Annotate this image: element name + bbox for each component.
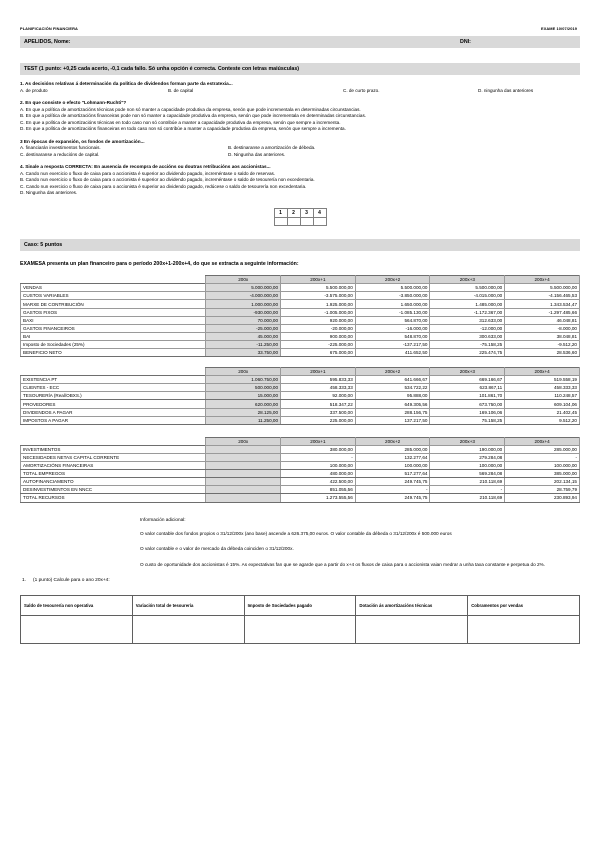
row-value: 534.722,22: [355, 384, 430, 392]
row-value: 11.250,00: [206, 416, 281, 424]
question-2-answer-c: C. En que a política de amortizacións técnicas en todo caso non só contribúe a manter a capacidade produtiva da empresa, senón que sempre a incrementa.: [20, 119, 341, 125]
row-value: 518.347,22: [281, 400, 356, 408]
header-subject: PLANIFICACIÓN FINANCIERA: [20, 26, 78, 31]
row-value: -3.850.000,00: [355, 292, 430, 300]
question-4: [20, 164, 580, 197]
question-3-answer-a: A. financiarán investimentos funcionais.: [20, 145, 101, 151]
row-value: [206, 486, 281, 494]
dni-label: DNI:: [460, 39, 471, 45]
question-1-answer-c: C. de curto prazo.: [343, 87, 380, 93]
row-value: 569.284,08: [430, 470, 505, 478]
row-label: AUTOFINANCIAMENTO: [21, 478, 206, 486]
row-value: 28.759,79: [505, 486, 580, 494]
row-value: 1.925.000,00: [281, 300, 356, 308]
column-header-200xplus1: 200x+1: [281, 368, 356, 376]
row-label: EXISTENCIA PT: [21, 376, 206, 384]
row-value: [206, 445, 281, 453]
row-value: 46.048,81: [505, 316, 580, 324]
question-3-answer-d: D. Ningunha das anteriores.: [228, 151, 286, 157]
row-value: -12.000,00: [430, 324, 505, 332]
table-row: [21, 486, 580, 494]
row-value: 225.000,00: [281, 416, 356, 424]
row-value: 623.867,11: [430, 384, 505, 392]
row-value: -4.015.000,00: [430, 292, 505, 300]
answer-grid-header-row: [274, 208, 326, 217]
row-value: 458.333,33: [281, 384, 356, 392]
info-adicional: [20, 517, 580, 569]
row-label: CUSTOS VARIABLES: [21, 292, 206, 300]
row-label: TOTAL RECURSOS: [21, 494, 206, 502]
row-value: 190.000,00: [430, 445, 505, 453]
row-label: INVESTIMENTOS: [21, 445, 206, 453]
row-value: 285.000,00: [505, 445, 580, 453]
row-value: 5.500.000,00: [281, 284, 356, 292]
row-value: 411.652,50: [355, 349, 430, 357]
row-value: 21.402,45: [505, 408, 580, 416]
answer-grid-num-2: 2: [287, 208, 300, 217]
document-header: [20, 0, 580, 31]
column-header-200xplus3: 200x+3: [430, 437, 505, 445]
row-value: 337.500,00: [281, 408, 356, 416]
question-1-answer-d: D. ningunha das anteriores: [478, 87, 534, 93]
answer-cell-3[interactable]: [300, 217, 313, 226]
question-1-answer-a: A. de produto: [20, 87, 48, 93]
table-row: [21, 392, 580, 400]
row-value: -16.000,00: [355, 324, 430, 332]
row-value: -4.000.000,00: [206, 292, 281, 300]
row-value: -930.000,00: [206, 308, 281, 316]
row-value: 900.000,00: [281, 332, 356, 340]
final-question-number: 1.: [22, 577, 27, 583]
row-value: 620.000,00: [206, 400, 281, 408]
row-value: 210.118,69: [430, 478, 505, 486]
row-value: 75.158,25: [430, 416, 505, 424]
row-value: -1.172.367,00: [430, 308, 505, 316]
income-statement-table: [20, 275, 580, 357]
question-3-title: 3 En épocas de expansión, os fondos de amortización...: [20, 138, 145, 144]
column-header-200xplus4: 200x+4: [505, 368, 580, 376]
column-header-200xplus3: 200x+3: [430, 368, 505, 376]
column-header-200x: 200x: [206, 437, 281, 445]
row-value: -1.005.000,00: [281, 308, 356, 316]
row-value: 517.277,64: [355, 470, 430, 478]
table-row: [21, 376, 580, 384]
row-label: DESINVESTIMENTOS EN NNCC: [21, 486, 206, 494]
row-value: -4.156.465,53: [505, 292, 580, 300]
column-header-200x: 200x: [206, 276, 281, 284]
answer-cell-2[interactable]: [287, 217, 300, 226]
row-value: 649.305,56: [355, 400, 430, 408]
row-value: 548.870,00: [355, 332, 430, 340]
column-header-200xplus4: 200x+4: [505, 276, 580, 284]
row-value: 380.000,00: [281, 445, 356, 453]
row-value: 169.106,06: [430, 408, 505, 416]
row-value: 100.000,00: [355, 462, 430, 470]
row-value: 1.273.555,56: [281, 494, 356, 502]
row-value: 210.118,69: [430, 494, 505, 502]
answer-cell-4[interactable]: [313, 217, 326, 226]
header-spacer: [21, 276, 206, 284]
question-2-answer-b: B. En que a política de amortizacións financeiras pode non só manter a capacidade produtiva da empresa, senón que pode incrementala en determinadas circunstancias.: [20, 113, 367, 119]
question-3: [20, 139, 580, 159]
answer-grid-wrapper: [20, 208, 580, 227]
row-value: 95.888,00: [355, 392, 430, 400]
table-row: [21, 416, 580, 424]
final-question: [20, 578, 580, 583]
answer-grid: [274, 208, 327, 227]
row-value: -3.575.000,00: [281, 292, 356, 300]
row-value: 1.060.750,00: [206, 376, 281, 384]
row-value: 595.833,33: [281, 376, 356, 384]
table-row: [21, 284, 580, 292]
table-row: [21, 494, 580, 502]
test-band: [20, 63, 580, 75]
question-4-answer-c: C. Cando nun exercicio o fluxo de caixa para o accionista é superior ao dividendo pagado, redúcese o saldo de tesourería non excedentaria.: [20, 183, 307, 189]
caso-band-label: Caso: 5 puntos: [24, 242, 63, 249]
row-value: 110.248,57: [505, 392, 580, 400]
row-label: TESOURERÍA (Real/OBXS.): [21, 392, 206, 400]
column-header-200x: 200x: [206, 368, 281, 376]
row-value: 249.745,75: [355, 494, 430, 502]
row-value: -1.297.485,66: [505, 308, 580, 316]
row-value: 100.000,00: [505, 462, 580, 470]
row-value: -: [430, 486, 505, 494]
question-2-answer-d: D. En que a política de amortizacións financeiras en todo caso non só contribúe a manter a capacidade produtiva da empresa, senón que sempre a incrementa.: [20, 126, 346, 132]
final-question-text: (1 punto) Calcule para o ano 20x+4:: [33, 577, 110, 583]
row-value: [206, 453, 281, 461]
answer-cell-1[interactable]: [274, 217, 287, 226]
row-value: [206, 470, 281, 478]
table-row: [21, 332, 580, 340]
table-header-row: [21, 276, 580, 284]
row-label: Imposto de Sociedades (25%): [21, 340, 206, 348]
question-2-title: 2. En que consiste o efecto "Lohmann-Ruchti"?: [20, 100, 127, 106]
caso-band: [20, 239, 580, 251]
answer-grid-input-row[interactable]: [274, 217, 326, 226]
question-4-answer-a: A. Cando nun exercicio o fluxo de caixa para o accionista é superior ao dividendo pagado, increméntase o saldo de reservas.: [20, 170, 276, 176]
row-value: -9.512,20: [505, 340, 580, 348]
question-4-answers: [20, 171, 580, 197]
header-exam-date: EXAME 10/07/2019: [541, 26, 577, 31]
row-label: BENEFICIO NETO: [21, 349, 206, 357]
table-row: [21, 453, 580, 461]
row-value: -1.085.130,00: [355, 308, 430, 316]
row-value: 100.000,00: [430, 462, 505, 470]
working-capital-table: [20, 367, 580, 425]
row-value: 249.745,75: [355, 478, 430, 486]
row-label: DIVIDENDOS A PAGAR: [21, 408, 206, 416]
row-value: 564.870,00: [355, 316, 430, 324]
row-value: 15.000,00: [206, 392, 281, 400]
row-label: TOTAL EMPREGOS: [21, 470, 206, 478]
row-value: -75.158,25: [430, 340, 505, 348]
final-answer-cell[interactable]: [356, 615, 468, 643]
row-value: 92.000,00: [281, 392, 356, 400]
row-value: 5.000.000,00: [206, 284, 281, 292]
row-value: 38.048,81: [505, 332, 580, 340]
answer-grid-num-3: 3: [300, 208, 313, 217]
table-row: [21, 384, 580, 392]
row-value: [206, 462, 281, 470]
row-value: 288.156,75: [355, 408, 430, 416]
row-label: MARXE DE CONTRIBUCIÓN: [21, 300, 206, 308]
row-label: IMPOSTOS A PAGAR: [21, 416, 206, 424]
final-column-header: Saldo de tesourería non operativa: [21, 595, 133, 615]
column-header-200xplus4: 200x+4: [505, 437, 580, 445]
table-row: [21, 462, 580, 470]
row-value: 519.558,19: [505, 376, 580, 384]
header-spacer: [21, 368, 206, 376]
row-label: NECESIDADES NETAS CAPITAL CORRENTE: [21, 453, 206, 461]
question-1-title: 1. As decisións relativas á determinación da política de dividendos forman parte da estratexia...: [20, 81, 233, 86]
row-label: BAXI: [21, 316, 206, 324]
row-value: 312.633,00: [430, 316, 505, 324]
info-paragraph-2: O valor contable e o valor de mercado da débeda coinciden o 31/12/200x.: [140, 546, 294, 552]
column-header-200xplus2: 200x+2: [355, 368, 430, 376]
row-value: 669.166,67: [430, 376, 505, 384]
row-value: -20.000,00: [281, 324, 356, 332]
row-value: 5.500.000,00: [505, 284, 580, 292]
row-value: 100.000,00: [281, 462, 356, 470]
row-value: -: [281, 453, 356, 461]
row-value: 609.104,06: [505, 400, 580, 408]
row-value: -225.000,00: [281, 340, 356, 348]
final-answer-header-row: [21, 595, 580, 615]
final-column-header: Cobramentos por vendas: [468, 595, 580, 615]
row-value: 137.217,50: [355, 416, 430, 424]
row-value: 641.666,67: [355, 376, 430, 384]
question-3-answer-c: C. destinaranse a reducións de capital.: [20, 151, 100, 157]
table-row: [21, 470, 580, 478]
table-row: [21, 408, 580, 416]
table-row: [21, 292, 580, 300]
question-4-answer-b: B. Cando nun exercicio o fluxo de caixa para o accionista é superior ao dividendo pagado, increméntase o saldo de tesourería non excedentaria.: [20, 177, 315, 183]
row-value: -8.000,00: [505, 324, 580, 332]
row-value: 675.000,00: [281, 349, 356, 357]
row-label: PROVEDORES: [21, 400, 206, 408]
column-header-200xplus1: 200x+1: [281, 276, 356, 284]
final-column-header: Imposto de Sociedades pagado: [244, 595, 356, 615]
funds-flow-table: [20, 437, 580, 503]
question-2-answers: [20, 107, 580, 133]
row-value: 132.277,64: [355, 453, 430, 461]
table-row: [21, 316, 580, 324]
row-label: GASTOS FINANCEIROS: [21, 324, 206, 332]
header-spacer: [21, 437, 206, 445]
table-row: [21, 340, 580, 348]
row-value: -11.250,00: [206, 340, 281, 348]
row-value: 1.000.000,00: [206, 300, 281, 308]
question-1-answers: [20, 88, 580, 95]
row-value: -137.217,50: [355, 340, 430, 348]
table-header-row: [21, 368, 580, 376]
final-answer-cell[interactable]: [468, 615, 580, 643]
row-value: -: [505, 453, 580, 461]
question-1: [20, 81, 580, 94]
question-2-answer-a: A. En que a política de amortizacións técnicas pode non só manter a capacidade produtiva da empresa, senón que pode incrementala en determinadas circunstancias.: [20, 106, 361, 112]
column-header-200xplus3: 200x+3: [430, 276, 505, 284]
final-column-header: Variación total de tesourería: [132, 595, 244, 615]
row-label: AMORTIZACIÓNS FINANCEIRAS: [21, 462, 206, 470]
row-value: 500.000,00: [206, 384, 281, 392]
info-paragraph-3: O custo de oportunidade dos accionistas é 15%. As expectativas fan que se agarde que a partir do x+4 os fluxos de caixa para o accionista vaian medrar a unha taxa constante e perpetua do 2%.: [140, 562, 546, 568]
row-value: 279.284,08: [430, 453, 505, 461]
row-value: 5.500.000,00: [355, 284, 430, 292]
test-band-label: TEST (1 punto: +0,25 cada acerto, -0,1 cada fallo. Só unha opción é correcta. Conteste con letras maiúsculas): [24, 66, 300, 72]
final-answer-table: [20, 595, 580, 644]
row-value: 45.000,00: [206, 332, 281, 340]
table-row: [21, 478, 580, 486]
row-value: 1.650.000,00: [355, 300, 430, 308]
row-value: 385.000,00: [505, 470, 580, 478]
question-2: [20, 100, 580, 133]
name-band: [20, 36, 580, 48]
final-answer-cell[interactable]: [132, 615, 244, 643]
table-row: [21, 324, 580, 332]
row-value: 5.500.000,00: [430, 284, 505, 292]
question-1-answer-b: B. de capital: [168, 87, 194, 93]
column-header-200xplus1: 200x+1: [281, 437, 356, 445]
row-value: [206, 494, 281, 502]
row-value: 1.343.534,47: [505, 300, 580, 308]
question-4-answer-d: D. Ningunha das anteriores.: [20, 190, 78, 196]
row-value: 673.750,00: [430, 400, 505, 408]
row-value: 1.485.000,00: [430, 300, 505, 308]
row-value: 480.000,00: [281, 470, 356, 478]
final-column-header: Dotación ás amortizacións técnicas: [356, 595, 468, 615]
table-row: [21, 308, 580, 316]
answer-grid-num-1: 1: [274, 208, 287, 217]
question-4-title: 4. Sinale a resposta CORRECTA: En ausencia de recompra de accións ou doutras retribucións aos accionistas...: [20, 164, 271, 170]
row-value: -25.000,00: [206, 324, 281, 332]
row-value: [206, 478, 281, 486]
caso-intro: EXAMESA presenta un plan financeiro para o período 200x+1-200x+4, do que se extracta a seguinte información:: [20, 261, 299, 268]
row-value: 33.750,00: [206, 349, 281, 357]
row-value: 285.000,00: [355, 445, 430, 453]
row-value: 920.000,00: [281, 316, 356, 324]
row-value: 458.333,33: [505, 384, 580, 392]
row-value: 422.500,00: [281, 478, 356, 486]
row-value: 70.000,00: [206, 316, 281, 324]
column-header-200xplus2: 200x+2: [355, 276, 430, 284]
final-answer-cell[interactable]: [244, 615, 356, 643]
row-label: GASTOS FIXOS: [21, 308, 206, 316]
answer-grid-num-4: 4: [313, 208, 326, 217]
table-row: [21, 445, 580, 453]
table-row: [21, 400, 580, 408]
apelidos-label: APELIDOS, Nome:: [24, 39, 71, 45]
row-label: VENDAS: [21, 284, 206, 292]
info-title: Información adicional:: [140, 516, 186, 522]
row-value: 300.633,00: [430, 332, 505, 340]
row-value: 28.125,00: [206, 408, 281, 416]
row-value: 230.893,94: [505, 494, 580, 502]
row-value: 202.134,15: [505, 478, 580, 486]
question-3-answer-b: B. destinaranse a amortización de débeda.: [228, 145, 316, 151]
row-value: 225.474,75: [430, 349, 505, 357]
row-value: 9.512,20: [505, 416, 580, 424]
question-3-answers: [20, 145, 580, 158]
row-label: BAI: [21, 332, 206, 340]
table-header-row: [21, 437, 580, 445]
final-answer-input-row[interactable]: [21, 615, 580, 643]
row-value: -: [355, 486, 430, 494]
final-answer-cell[interactable]: [21, 615, 133, 643]
row-value: 851.055,56: [281, 486, 356, 494]
info-paragraph-1: O valor contable dos fondos propios o 31/12/200x (ano base) ascende a 626.375,00 euros. O valor contable da débeda o 31/12/200x é 500.000 euros: [140, 530, 452, 536]
row-value: 28.536,60: [505, 349, 580, 357]
row-value: 101.861,70: [430, 392, 505, 400]
table-row: [21, 300, 580, 308]
table-row: [21, 349, 580, 357]
column-header-200xplus2: 200x+2: [355, 437, 430, 445]
row-label: CLIENTES - ECC: [21, 384, 206, 392]
